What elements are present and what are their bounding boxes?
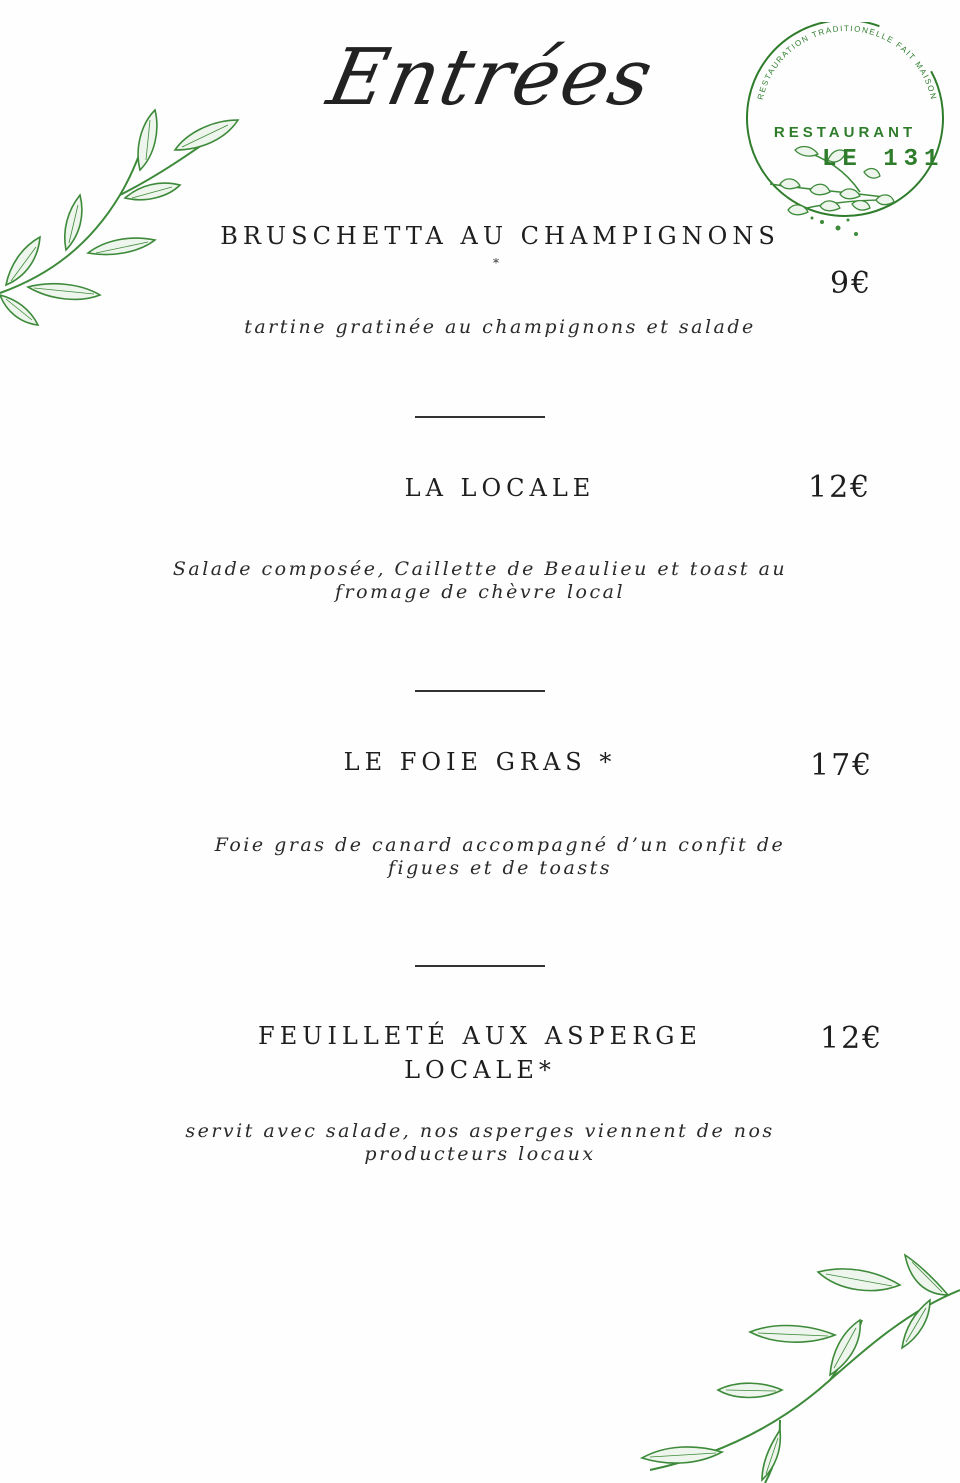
section-divider bbox=[415, 965, 545, 967]
logo-restaurant-label: RESTAURANT bbox=[773, 124, 917, 141]
dish-description-line: servit avec salade, nos asperges viennent de nos bbox=[185, 1120, 775, 1142]
dish-name-line: FEUILLETÉ AUX ASPERGE bbox=[258, 1022, 702, 1050]
leaf-branch-top-left bbox=[0, 95, 250, 335]
dish-price: 12€ bbox=[808, 470, 872, 505]
dish-description: tartine gratinée au champignons et salade bbox=[244, 316, 756, 338]
dish-name: LE FOIE GRAS * bbox=[343, 748, 617, 776]
dish-name-line: LOCALE* bbox=[404, 1056, 556, 1084]
dish-name: BRUSCHETTA AU CHAMPIGNONS bbox=[220, 222, 780, 250]
dish-price: 9€ bbox=[830, 266, 873, 301]
dish-description-line: Foie gras de canard accompagné d’un confit de bbox=[214, 834, 786, 856]
section-divider bbox=[415, 416, 545, 418]
dish-price: 12€ bbox=[820, 1021, 884, 1056]
dish-price: 17€ bbox=[810, 748, 874, 783]
svg-text:RESTAURATION TRADITIONELLE FAI bbox=[756, 24, 939, 101]
logo-arc-text: RESTAURATION TRADITIONELLE FAIT MAISON bbox=[755, 24, 939, 102]
dish-description-line: producteurs locaux bbox=[364, 1143, 596, 1165]
restaurant-logo bbox=[740, 22, 950, 242]
dish-description-line: Salade composée, Caillette de Beaulieu et toast au bbox=[172, 558, 788, 580]
section-divider bbox=[415, 690, 545, 692]
page-title: Entrées bbox=[320, 33, 662, 123]
leaf-branch-bottom-right bbox=[630, 1240, 960, 1483]
logo-name-label: LE 131 bbox=[822, 146, 945, 173]
dish-description-line: figues et de toasts bbox=[388, 857, 612, 879]
dish-description-line: fromage de chèvre local bbox=[334, 581, 626, 603]
dish-name: LA LOCALE bbox=[404, 474, 596, 502]
dish-note-asterisk: * bbox=[493, 256, 499, 270]
